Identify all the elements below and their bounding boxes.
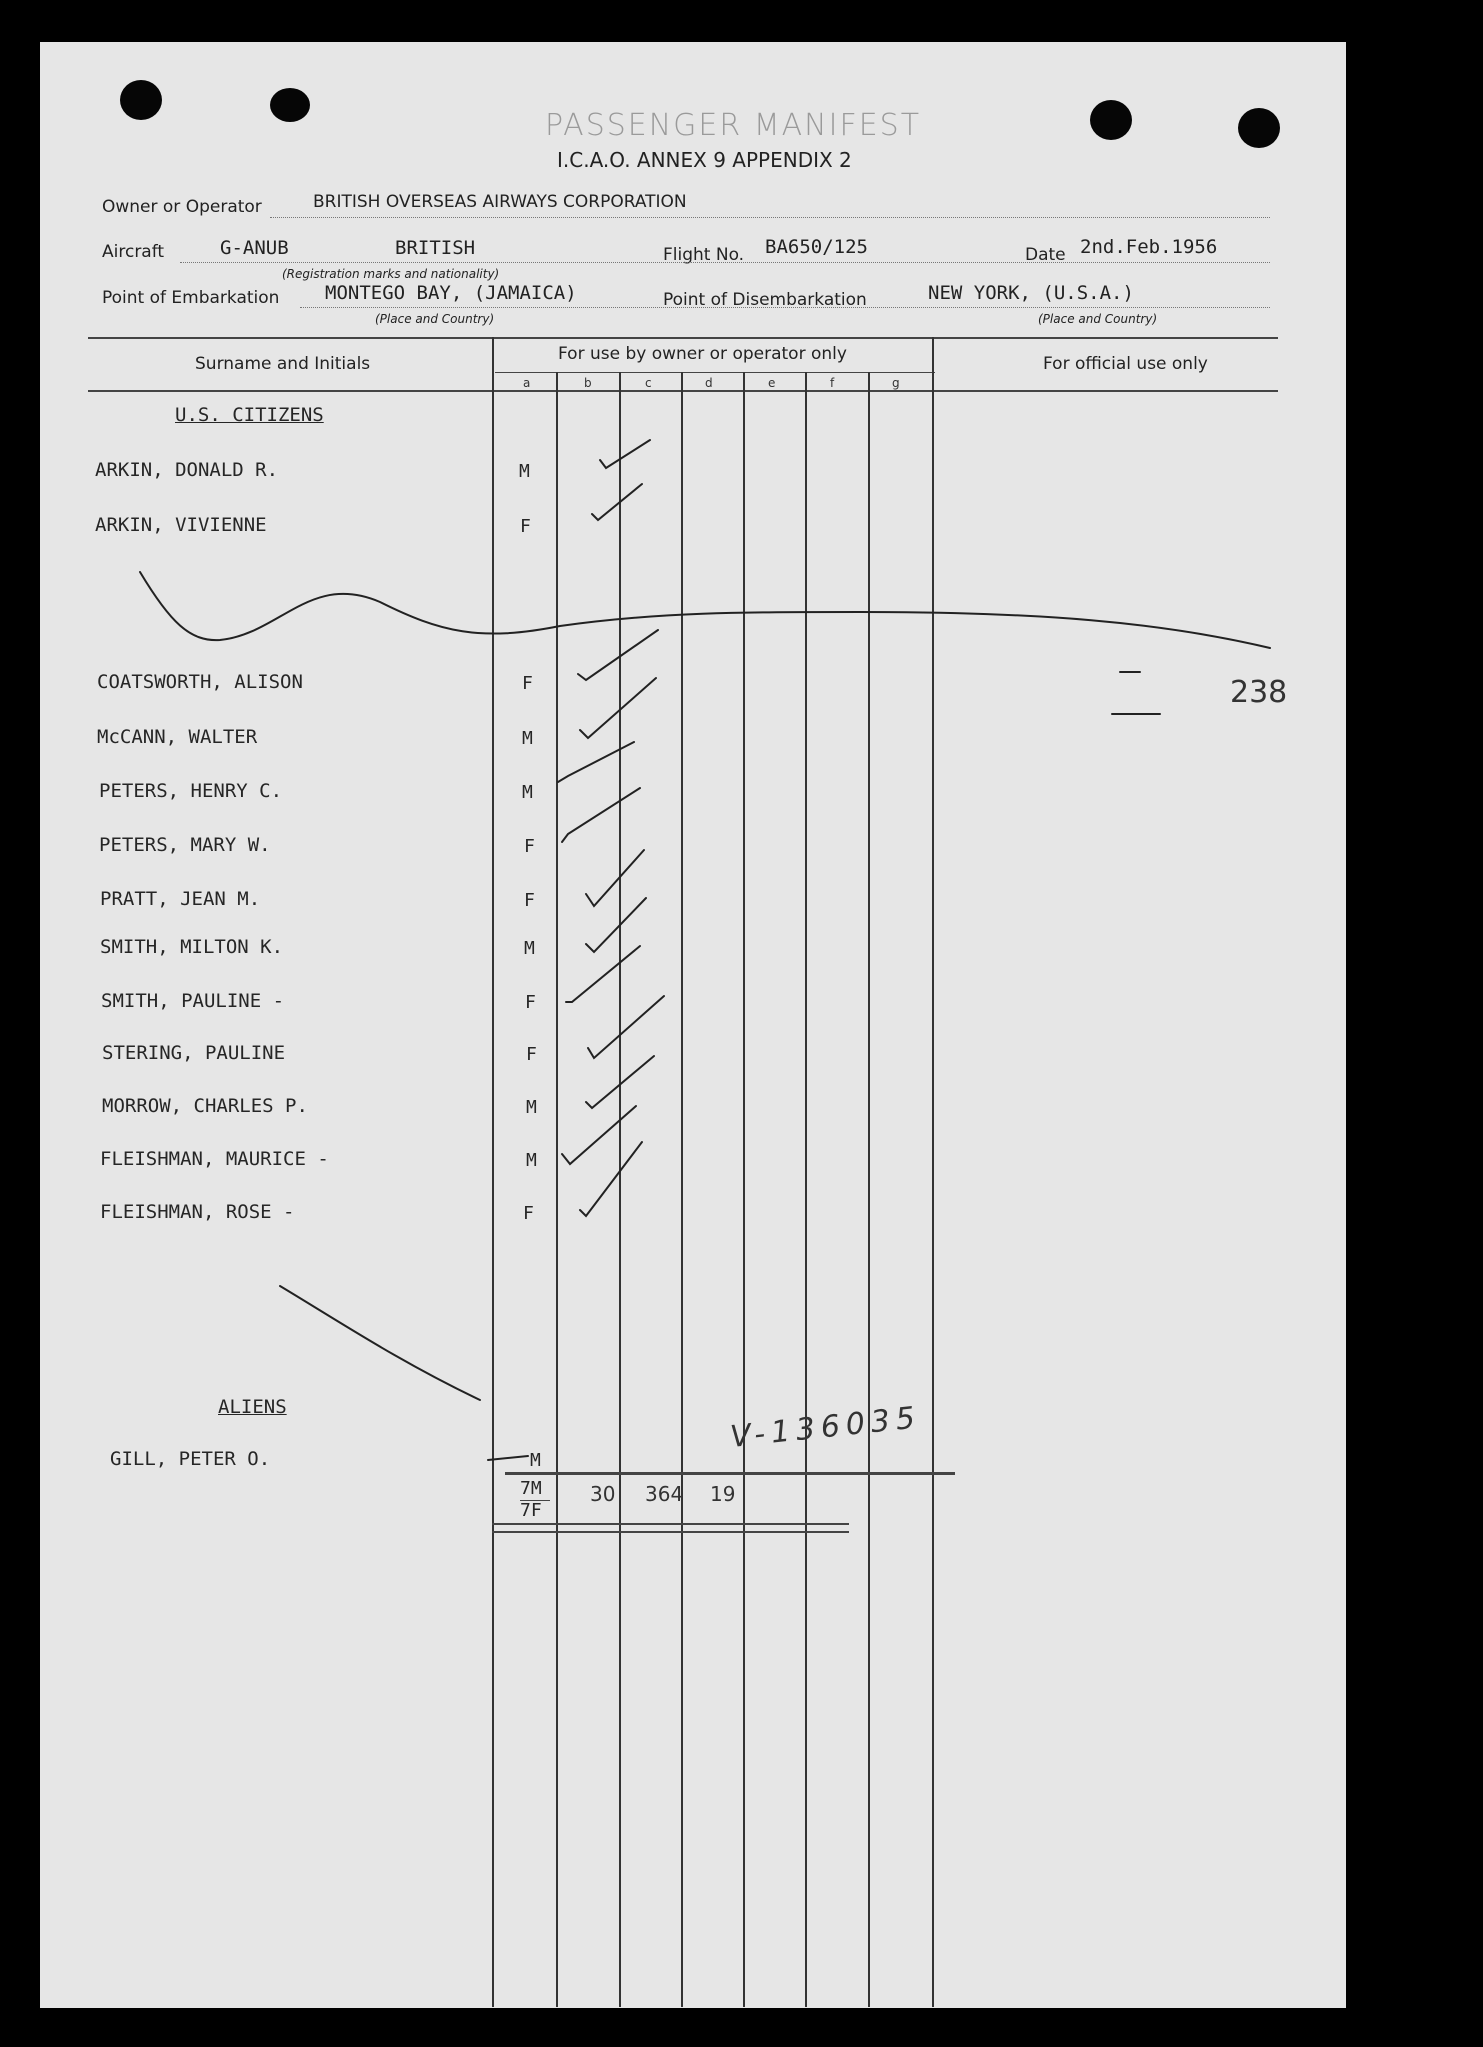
alien-sex: M <box>530 1450 541 1471</box>
passenger-sex: F <box>525 992 536 1013</box>
owner-label: Owner or Operator <box>102 197 262 217</box>
section-us-citizens: U.S. CITIZENS <box>175 404 324 426</box>
total-b: 30 <box>590 1482 616 1506</box>
disembarkation-value: NEW YORK, (U.S.A.) <box>928 282 1134 304</box>
passenger-name: FLEISHMAN, MAURICE - <box>100 1148 329 1170</box>
checkmark-icon <box>586 850 644 906</box>
official-number: 238 <box>1230 675 1288 710</box>
passenger-name: PRATT, JEAN M. <box>100 888 261 910</box>
embarkation-label: Point of Embarkation <box>102 288 280 308</box>
handwritten-reference: V-136035 <box>728 1400 923 1455</box>
checkmark-icon <box>562 788 640 842</box>
flight-number: BA650/125 <box>765 236 868 258</box>
subcol-a: a <box>523 376 531 390</box>
manifest-page <box>40 42 1346 2008</box>
date-label: Date <box>1025 245 1066 265</box>
passenger-name: COATSWORTH, ALISON <box>97 671 303 693</box>
subcol-e: e <box>768 376 776 390</box>
checkmark-icon <box>562 1106 636 1164</box>
col-owner-header: For use by owner or operator only <box>558 344 847 364</box>
flight-label: Flight No. <box>663 245 745 265</box>
passenger-sex: M <box>522 728 533 749</box>
section-aliens: ALIENS <box>218 1396 287 1418</box>
total-male: 7M <box>520 1478 542 1499</box>
passenger-sex: F <box>523 1203 534 1224</box>
subcol-b: b <box>584 376 592 390</box>
subcol-c: c <box>645 376 652 390</box>
embarkation-note: (Place and Country) <box>375 312 495 326</box>
passenger-sex: M <box>526 1097 537 1118</box>
passenger-sex: F <box>524 836 535 857</box>
subcol-f: f <box>830 376 835 390</box>
embarkation-value: MONTEGO BAY, (JAMAICA) <box>325 282 577 304</box>
passenger-name: FLEISHMAN, ROSE - <box>100 1201 295 1223</box>
passenger-sex: F <box>520 516 531 537</box>
strikeout-line <box>280 1286 480 1400</box>
disembarkation-note: (Place and Country) <box>1038 312 1158 326</box>
strikeout-line <box>140 572 1270 648</box>
total-d: 19 <box>710 1482 736 1506</box>
page-title: PASSENGER MANIFEST <box>545 108 922 143</box>
disembarkation-label: Point of Disembarkation <box>663 290 867 310</box>
passenger-sex: M <box>524 938 535 959</box>
passenger-name: SMITH, PAULINE - <box>101 990 285 1012</box>
aircraft-nationality: BRITISH <box>395 237 476 259</box>
passenger-name: STERING, PAULINE <box>102 1042 286 1064</box>
passenger-name: PETERS, HENRY C. <box>99 780 283 802</box>
passenger-sex: F <box>524 890 535 911</box>
page-subtitle: I.C.A.O. ANNEX 9 APPENDIX 2 <box>557 148 852 172</box>
col-official-header: For official use only <box>1043 354 1208 374</box>
checkmark-icon <box>592 484 642 520</box>
strikeout-line <box>1112 672 1160 714</box>
col-surname-header: Surname and Initials <box>195 354 371 374</box>
subcol-g: g <box>892 376 900 390</box>
passenger-sex: F <box>522 673 533 694</box>
checkmark-icon <box>580 678 656 738</box>
passenger-sex: M <box>522 782 533 803</box>
passenger-sex: F <box>526 1044 537 1065</box>
passenger-name: PETERS, MARY W. <box>99 834 271 856</box>
checkmark-icon <box>600 440 650 468</box>
passenger-sex: M <box>526 1150 537 1171</box>
passenger-name: ARKIN, VIVIENNE <box>95 514 267 536</box>
aircraft-registration: G-ANUB <box>220 237 289 259</box>
passenger-name: ARKIN, DONALD R. <box>95 459 279 481</box>
checkmark-icon <box>558 742 634 782</box>
aircraft-note: (Registration marks and nationality) <box>282 267 500 281</box>
checkmark-icon <box>566 946 640 1002</box>
passenger-name: SMITH, MILTON K. <box>100 936 284 958</box>
checkmark-icon <box>578 630 658 680</box>
alien-name: GILL, PETER O. <box>110 1448 271 1470</box>
checkmark-icon <box>588 996 664 1058</box>
handwritten-marks <box>40 42 1346 2008</box>
date-value: 2nd.Feb.1956 <box>1080 236 1218 258</box>
checkmark-icon <box>586 1056 654 1108</box>
total-c: 364 <box>645 1482 684 1506</box>
subcol-d: d <box>705 376 713 390</box>
passenger-name: MORROW, CHARLES P. <box>102 1095 308 1117</box>
strikeout-line <box>488 1456 528 1460</box>
total-female: 7F <box>520 1500 542 1521</box>
owner-value: BRITISH OVERSEAS AIRWAYS CORPORATION <box>313 192 687 212</box>
passenger-sex: M <box>519 461 530 482</box>
aircraft-label: Aircraft <box>102 242 165 262</box>
passenger-name: McCANN, WALTER <box>97 726 258 748</box>
checkmark-icon <box>580 1142 642 1216</box>
